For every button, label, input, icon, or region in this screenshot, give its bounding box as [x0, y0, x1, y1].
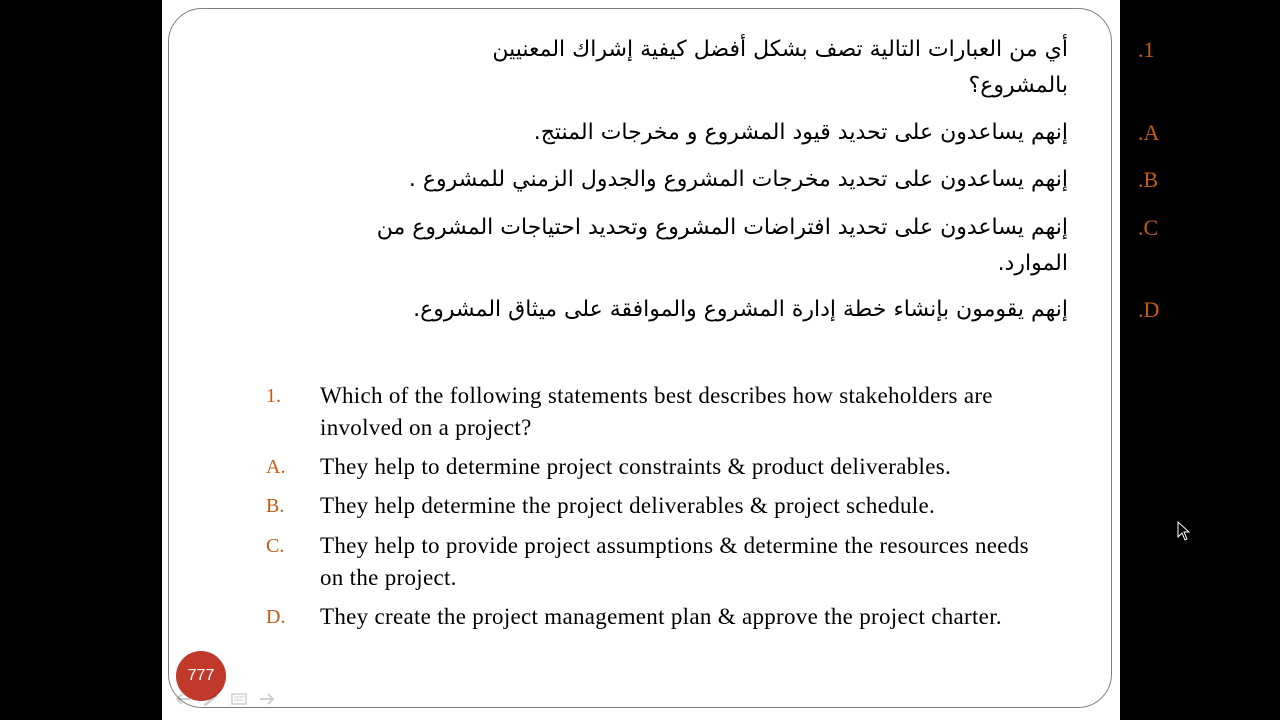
- arabic-question-marker: .1: [1138, 37, 1155, 62]
- english-option-d-text: They create the project management plan & approve the project charter.: [320, 604, 1002, 629]
- english-question: [266, 380, 1056, 444]
- arabic-option-d-marker: .D: [1138, 297, 1160, 322]
- pen-icon[interactable]: [202, 692, 220, 706]
- english-option-a-text: They help to determine project constraints & product deliverables.: [320, 454, 952, 479]
- mouse-cursor-icon: [1177, 521, 1191, 541]
- previous-arrow-icon[interactable]: [174, 692, 192, 706]
- english-option-a-marker: A.: [266, 456, 286, 478]
- english-option-c-marker: C.: [266, 535, 285, 557]
- english-option-d: [266, 601, 1056, 633]
- english-option-c-text: They help to provide project assumptions & determine the resources needs on the project.: [320, 533, 1029, 590]
- english-option-d-marker: D.: [266, 606, 286, 628]
- slideshow-controls[interactable]: [174, 692, 276, 706]
- english-option-b-marker: B.: [266, 495, 285, 517]
- english-option-b: [266, 490, 1056, 522]
- english-option-c: [266, 530, 1056, 594]
- arabic-option-a-text: إنهم يساعدون على تحديد قيود المشروع و مخرجات المنتج.: [533, 120, 1068, 145]
- arabic-question-text: أي من العبارات التالية تصف بشكل أفضل كيفية إشراك المعنيين بالمشروع؟: [492, 37, 1068, 98]
- arabic-option-a: [168, 115, 1160, 151]
- english-option-b-text: They help determine the project deliverables & project schedule.: [320, 493, 936, 518]
- arabic-option-d-text: إنهم يقومون بإنشاء خطة إدارة المشروع والموافقة على ميثاق المشروع.: [413, 297, 1068, 322]
- arabic-option-b-marker: .B: [1138, 167, 1159, 192]
- arabic-option-c-marker: .C: [1138, 215, 1159, 240]
- menu-icon[interactable]: [230, 692, 248, 706]
- english-option-a: [266, 451, 1056, 483]
- arabic-option-c-text: إنهم يساعدون على تحديد افتراضات المشروع وتحديد احتياجات المشروع من الموارد.: [376, 215, 1068, 276]
- english-question-marker: 1.: [266, 385, 281, 407]
- arabic-option-b-text: إنهم يساعدون على تحديد مخرجات المشروع والجدول الزمني للمشروع .: [408, 167, 1068, 192]
- slide-number-badge: 777: [176, 651, 226, 701]
- arabic-option-b: [168, 162, 1159, 198]
- slide: [162, 0, 1160, 720]
- arabic-option-d: [168, 292, 1160, 328]
- next-arrow-icon[interactable]: [258, 692, 276, 706]
- arabic-question: [168, 32, 1155, 104]
- arabic-option-a-marker: .A: [1138, 120, 1160, 145]
- english-question-text: Which of the following statements best describes how stakeholders are involved on a project?: [320, 383, 993, 440]
- arabic-option-c: [168, 210, 1159, 282]
